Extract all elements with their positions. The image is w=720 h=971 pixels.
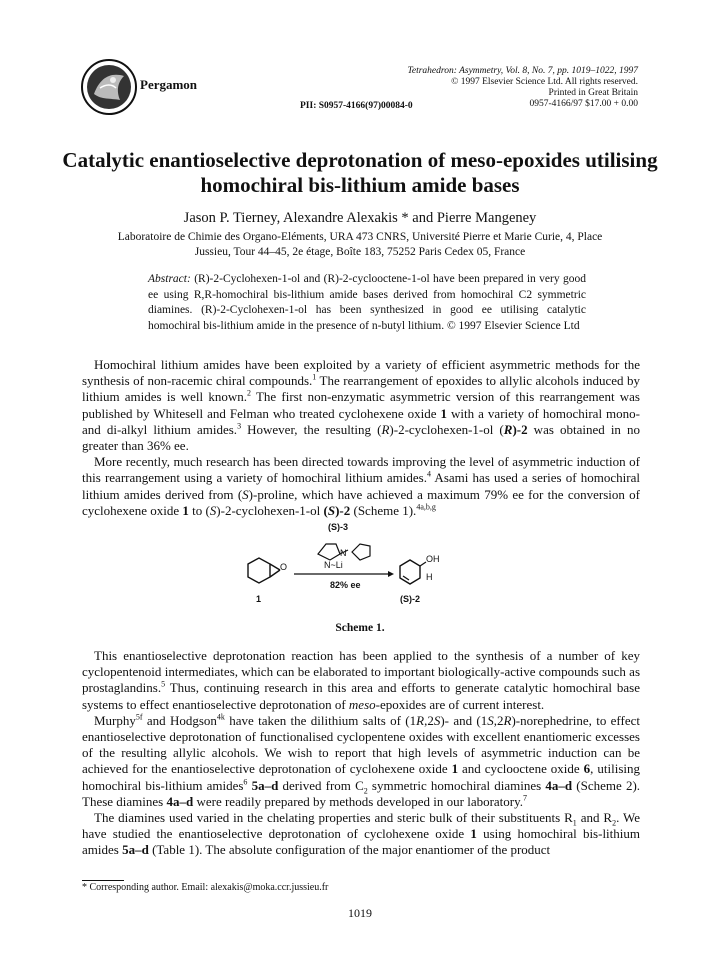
affiliation-line-1: Laboratoire de Chimie des Organo-Eléments, URA 473 CNRS, Université Pierre et Marie Curie, 4, Place [117,231,603,243]
printed-line: Printed in Great Britain [548,88,638,98]
condition-label: 82% ee [330,580,361,590]
page-number: 1019 [348,906,372,920]
copyright-line: © 1997 Elsevier Science Ltd. All rights reserved. [451,77,638,87]
reactant-number: 1 [256,594,262,604]
abstract-label: Abstract: [148,273,191,285]
pyrrolidine-ring [318,544,340,560]
cyclohexane-ring [248,558,270,583]
double-bond [403,576,409,580]
footnote-rule [82,880,124,881]
atom-o: O [280,562,288,572]
atom-h: H [426,572,433,582]
epoxide-bond [270,564,280,570]
atom-oh: OH [426,554,440,564]
abstract-text: (R)-2-Cyclohexen-1-ol and (R)-2-cyclooctene-1-ol have been prepared in very good ee using R,R-homochiral bis-lithium amide bases derived from homochiral C2 symmetric diamines. (R)-2-Cyclohexen-1-ol has been synthesized in good ee utilising catalytic homochiral bis-lithium amide in the presence of n-butyl lithium. © 1997 Elsevier Science Ltd [148,273,587,332]
paragraph: The diamines used varied in the chelating properties and steric bulk of their substituents $R_1$ and $R_2$. We have studied the enantioselective deprotonation of cyclohexene oxide 1 using homochiral bis-lithium amides 5a–d (Table 1). The absolute configuration of the major enantiomer of the product [82,810,641,858]
scheme-drawing [240,522,480,614]
affiliation [90,230,630,260]
body-text-1 [82,357,640,519]
pyrrolidine-ring [352,544,370,560]
arrow-head [388,571,394,577]
atom-n-li: N~Li [324,560,343,570]
atom-n: N [340,548,347,558]
title-line-2: homochiral bis-lithium amide bases [200,173,520,197]
body-text-2 [82,648,640,859]
title-line-1: Catalytic enantioselective deprotonation of meso-epoxides utilising [62,148,658,172]
publisher-name: Pergamon [140,77,198,92]
epoxide-bond [270,570,280,577]
paragraph: Murphy$^{5f}$ and Hodgson$^{4k}$ have taken the dilithium salts of (1R,2S)- and (1S,2R)-norephedrine, to effect enantioselective deprotonation of functionalised cyclopentene oxides with excellent enantiomeric excesses of the resulting allylic alcohols. We wish to report that high levels of asymmetric induction can be achieved for the enantioselective deprotonation of cyclohexene oxide 1 and cyclooctene oxide 6, utilising homochiral bis-lithium amides$^6$ 5a–d derived from $C_2$ symmetric homochiral diamines 4a–d (Scheme 2). These diamines 4a–d were readily prepared by methods developed in our laboratory.$^7$ [82,712,641,809]
affiliation-line-2: Jussieu, Tour 44–45, 2e étage, Boîte 183, 75252 Paris Cedex 05, France [194,246,526,258]
abstract [148,272,586,334]
paragraph: Homochiral lithium amides have been exploited by a variety of efficient asymmetric methods for the synthesis of non-racemic chiral compounds.$^1$ The rearrangement of epoxides to allylic alcohols induced by lithium amides is well known.$^2$ The first non-enzymatic asymmetric version of this rearrangement was published by Whitesell and Felman who treated cyclohexene oxide 1 with a variety of homochiral mono- and di-alkyl lithium amides.$^3$ However, the resulting (R)-2-cyclohexen-1-ol (R)-2 was obtained in no greater than 36% ee. [82,357,640,454]
scheme-caption: Scheme 1. [335,622,385,634]
cyclohexene-ring [400,560,420,584]
article-title [60,148,660,198]
paragraph: More recently, much research has been directed towards improving the level of asymmetric induction of this rearrangement using a variety of homochiral lithium amides.$^4$ Asami has used a series of homochiral lithium amides derived from (S)-proline, which have achieved a maximum 79% ee for the conversion of cyclohexene oxide 1 to (S)-2-cyclohexen-1-ol (S)-2 (Scheme 1).$^{4a,b,g}$ [82,454,640,518]
journal-citation: Tetrahedron: Asymmetry, Vol. 8, No. 7, pp. 1019–1022, 1997 [407,66,638,76]
paragraph: This enantioselective deprotonation reaction has been applied to the synthesis of a number of key cyclopentenoid intermediates, which can be elaborated to important biologically-active compounds such as prostaglandins.$^5$ Thus, continuing research in this area and efforts to generate catalytic homochiral base systems to effect enantioselective deprotonation of meso-epoxides are of current interest. [82,648,640,712]
pergamon-logo [80,58,138,116]
scheme-1 [240,522,480,614]
reagent-label: (S)-3 [328,522,348,532]
price-line: 0957-4166/97 $17.00 + 0.00 [529,99,638,109]
journal-meta [407,66,638,110]
footnote: * Corresponding author. Email: alexakis@moka.ccr.jussieu.fr [82,882,329,893]
author-list: Jason P. Tierney, Alexandre Alexakis * and Pierre Mangeney [183,210,537,226]
pii-code: PII: S0957-4166(97)00084-0 [300,101,413,111]
product-label: (S)-2 [400,594,420,604]
